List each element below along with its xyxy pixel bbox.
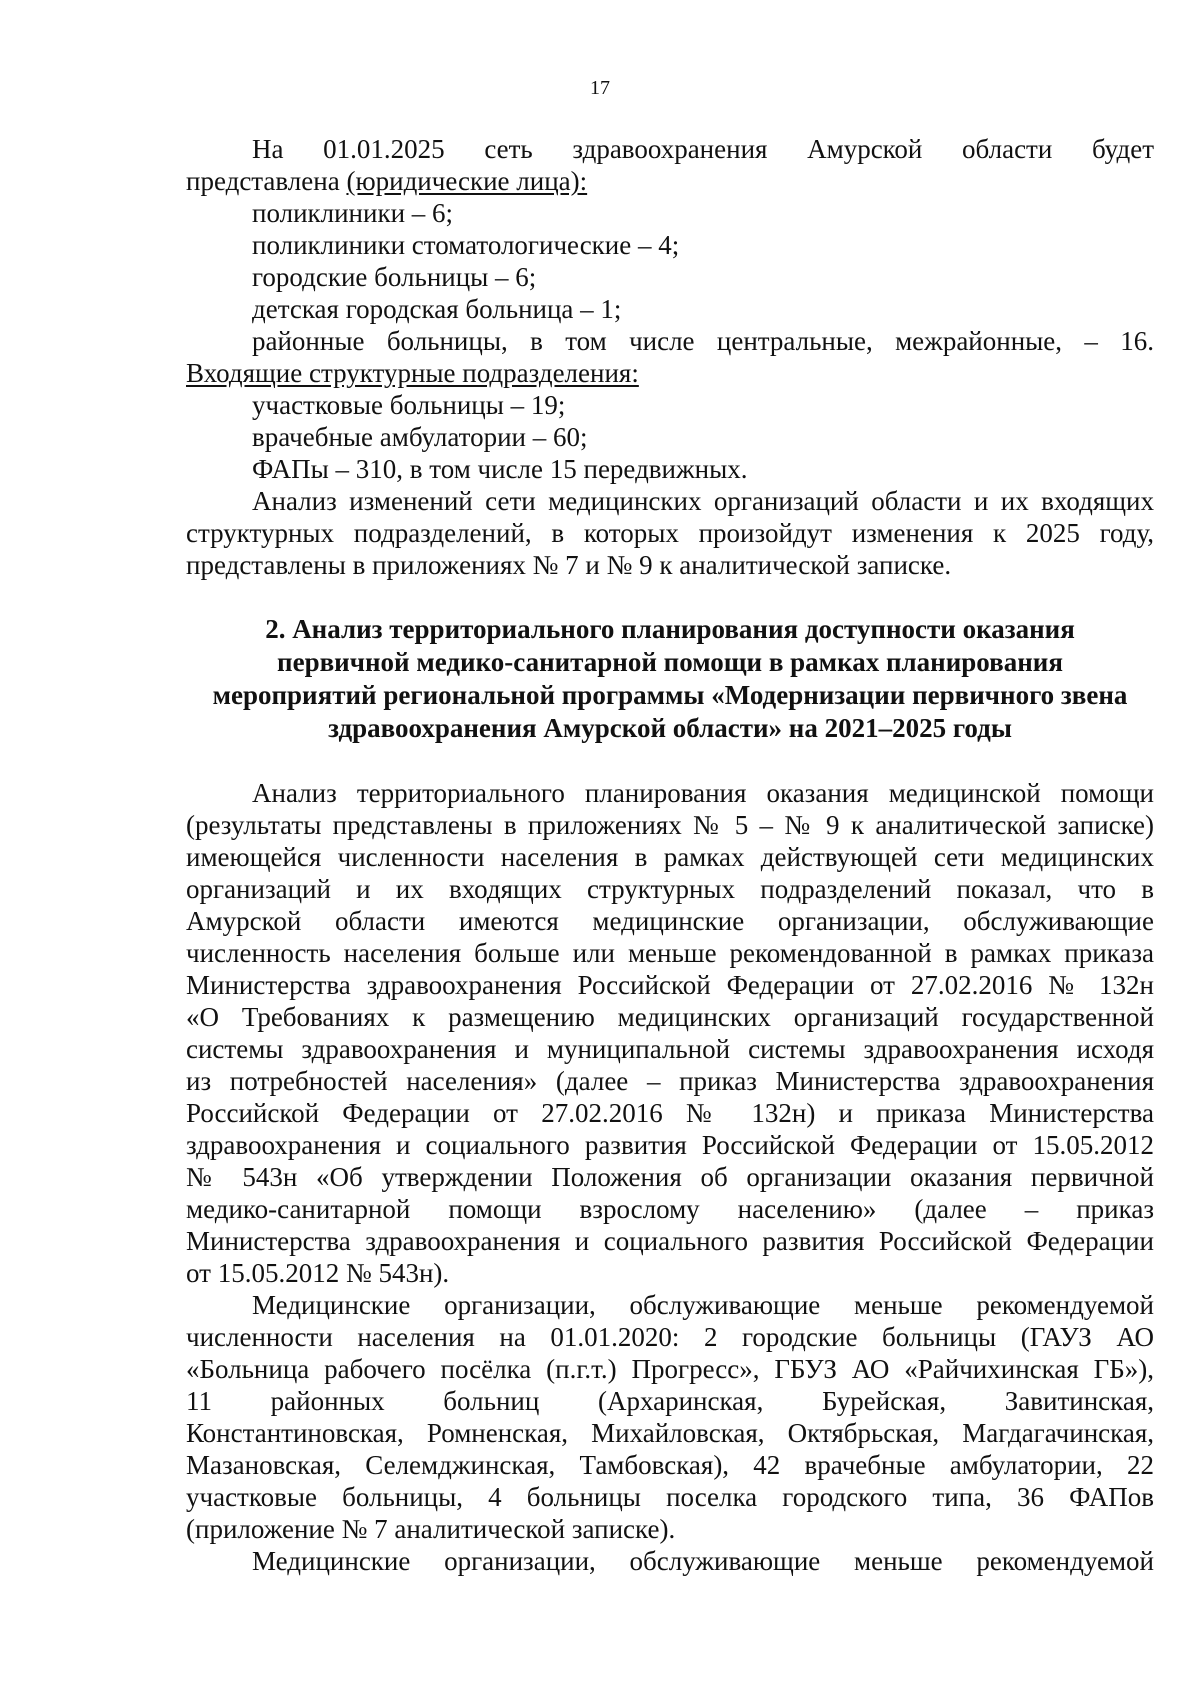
list-item: районные больницы, в том числе центральные, межрайонные, – 16. — [252, 326, 1154, 356]
paragraph-line: Медицинские организации, обслуживающие меньше рекомендуемой — [252, 1290, 1154, 1320]
paragraph-line: медико-санитарной помощи взрослому населению» (далее – приказ — [186, 1194, 1154, 1224]
paragraph-line: № 543н «Об утверждении Положения об организации оказания первичной — [186, 1162, 1154, 1192]
section-heading — [186, 613, 1154, 745]
list-item: врачебные амбулатории – 60; — [252, 422, 588, 452]
paragraph-line: структурных подразделений, в которых произойдут изменения к 2025 году, — [186, 518, 1154, 548]
intro-text: представлена — [186, 166, 347, 196]
paragraph-line: Амурской области имеются медицинские организации, обслуживающие — [186, 906, 1154, 936]
paragraph-line: Анализ территориального планирования оказания медицинской помощи — [252, 778, 1154, 808]
list-item: поликлиники стоматологические – 4; — [252, 230, 680, 260]
paragraph-line: численности населения на 01.01.2020: 2 городские больницы (ГАУЗ АО — [186, 1322, 1154, 1352]
section-heading-line: мероприятий региональной программы «Модернизации первичного звена — [212, 680, 1128, 710]
intro-underlined-text: (юридические лица): — [346, 166, 588, 196]
paragraph-line: Мазановская, Селемджинская, Тамбовская), 42 врачебные амбулатории, 22 — [186, 1450, 1154, 1480]
subheading-text: Входящие структурные подразделения: — [186, 358, 639, 388]
paragraph-line: «Больница рабочего посёлка (п.г.т.) Прогресс», ГБУЗ АО «Райчихинская ГБ»), — [186, 1354, 1154, 1384]
paragraph-line: от 15.05.2012 № 543н). — [186, 1258, 450, 1288]
paragraph-line: «О Требованиях к размещению медицинских организаций государственной — [186, 1002, 1154, 1032]
paragraph-line: имеющейся численности населения в рамках действующей сети медицинских — [186, 842, 1154, 872]
list-item: поликлиники – 6; — [252, 198, 454, 228]
section-heading-line: здравоохранения Амурской области» на 2021–2025 годы — [328, 713, 1012, 743]
page-number: 17 — [590, 77, 610, 99]
paragraph-line: Министерства здравоохранения Российской Федерации от 27.02.2016 № 132н — [186, 970, 1154, 1000]
list-item: участковые больницы – 19; — [252, 390, 566, 420]
list-item: городские больницы – 6; — [252, 262, 537, 292]
paragraph-line: Анализ изменений сети медицинских организаций области и их входящих — [252, 486, 1154, 516]
paragraph-line: здравоохранения и социального развития Российской Федерации от 15.05.2012 — [186, 1130, 1154, 1160]
paragraph-line: системы здравоохранения и муниципальной системы здравоохранения исходя — [186, 1034, 1154, 1064]
paragraph-line: участковые больницы, 4 больницы поселка городского типа, 36 ФАПов — [186, 1482, 1154, 1512]
paragraph-line: Российской Федерации от 27.02.2016 № 132н) и приказа Министерства — [186, 1098, 1154, 1128]
section-heading-line: первичной медико-санитарной помощи в рамках планирования — [277, 647, 1063, 677]
paragraph-line: из потребностей населения» (далее – приказ Министерства здравоохранения — [186, 1066, 1154, 1096]
paragraph-line: (приложение № 7 аналитической записке). — [186, 1514, 676, 1544]
paragraph-line: организаций и их входящих структурных подразделений показал, что в — [186, 874, 1154, 904]
list-item: детская городская больница – 1; — [252, 294, 622, 324]
intro-line-1: На 01.01.2025 сеть здравоохранения Амурской области будет — [252, 134, 1154, 164]
section-heading-line: 2. Анализ территориального планирования доступности оказания — [265, 614, 1075, 644]
list-item: ФАПы – 310, в том числе 15 передвижных. — [252, 454, 748, 484]
paragraph-line: 11 районных больниц (Архаринская, Бурейская, Завитинская, — [186, 1386, 1154, 1416]
page-content — [186, 133, 1154, 1577]
paragraph-line: представлены в приложениях № 7 и № 9 к аналитической записке. — [186, 550, 952, 580]
paragraph-line: Константиновская, Ромненская, Михайловская, Октябрьская, Магдагачинская, — [186, 1418, 1154, 1448]
subheading — [186, 357, 1154, 389]
paragraph-line: Медицинские организации, обслуживающие меньше рекомендуемой — [252, 1546, 1154, 1576]
intro-line-2 — [186, 165, 1154, 197]
paragraph-line: Министерства здравоохранения и социального развития Российской Федерации — [186, 1226, 1154, 1256]
paragraph-line: (результаты представлены в приложениях № 5 – № 9 к аналитической записке) — [186, 810, 1154, 840]
paragraph-line: численность населения больше или меньше рекомендованной в рамках приказа — [186, 938, 1154, 968]
